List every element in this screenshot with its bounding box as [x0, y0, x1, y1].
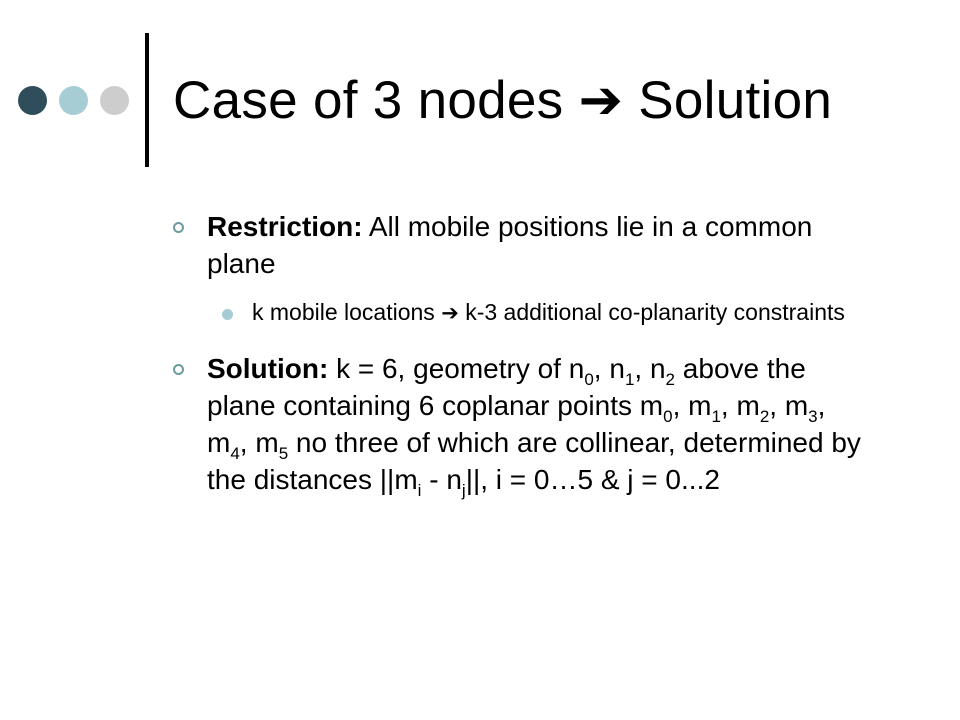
circle-bullet-icon [173, 364, 184, 375]
slide-title [173, 66, 832, 136]
sub-bullet-text-end: k-3 additional co-planarity constraints [458, 299, 845, 325]
sub-bullet-text-start: k mobile locations [252, 299, 442, 325]
title-text-end: Solution [623, 71, 833, 130]
arrow-icon: ➔ [441, 302, 459, 325]
title-divider [145, 33, 149, 167]
dot-dark [18, 86, 47, 115]
title-text-start: Case of 3 nodes [173, 71, 579, 130]
bullet-solution [173, 350, 873, 498]
sub-bullet-mobile-locations [207, 296, 873, 330]
circle-bullet-icon [173, 222, 184, 233]
dot-gray [100, 86, 129, 115]
decorative-dots [18, 86, 129, 115]
dot-teal [59, 86, 88, 115]
solution-label: Solution: [207, 353, 329, 384]
restriction-text: All mobile positions lie in a common plane [207, 211, 813, 279]
arrow-icon: ➔ [578, 71, 624, 130]
bullet-restriction [173, 208, 873, 330]
solution-text: k = 6, geometry of $n_0$, $n_1$, $n_2$ above the plane containing 6 coplanar points $m_0$, $m_1$, $m_2$, $m_3$, $m_4$, $m_5$ no three of which are collinear, determined by the distances $||m_i - n_j||$, i = 0…5 & j = 0...2 [207, 353, 861, 500]
slide-content [173, 208, 873, 498]
restriction-label: Restriction: [207, 211, 363, 242]
dot-bullet-icon [222, 309, 233, 320]
